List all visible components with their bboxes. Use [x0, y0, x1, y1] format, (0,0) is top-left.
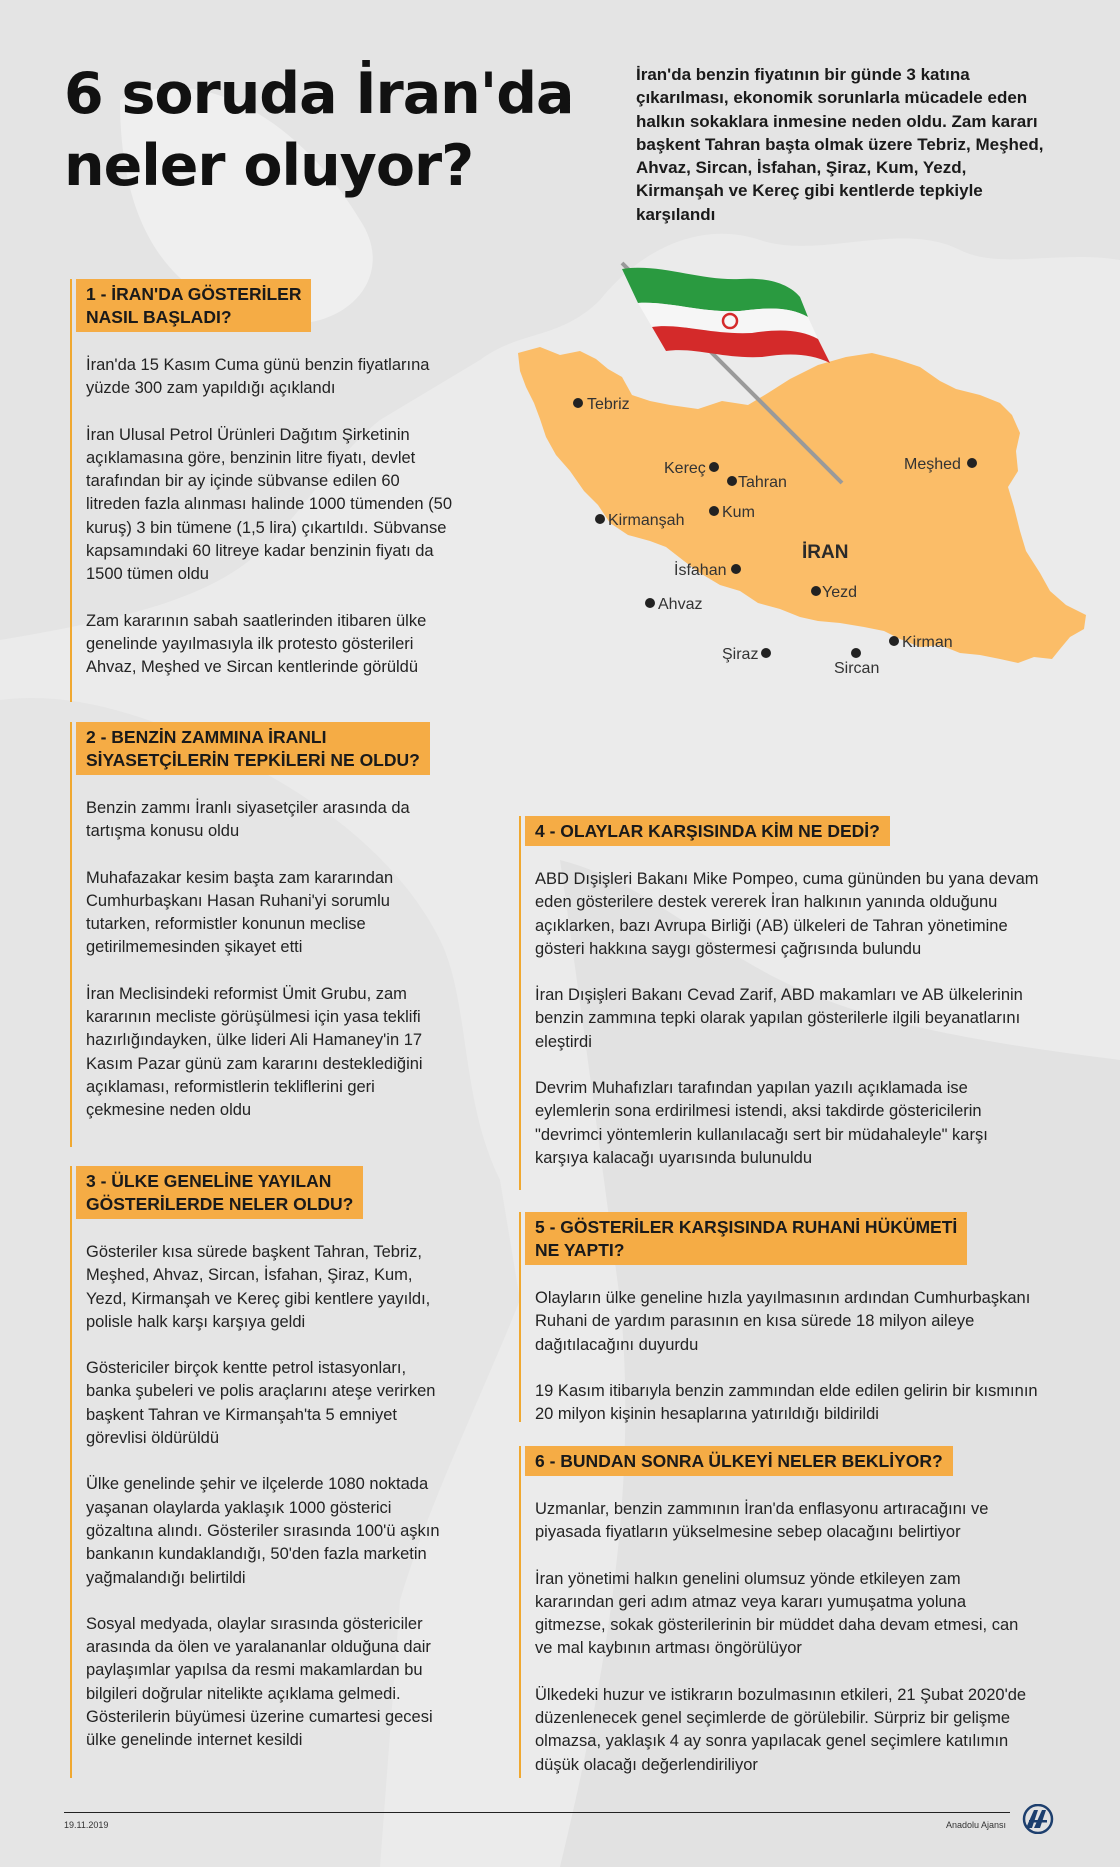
section-3 [70, 1166, 455, 1778]
city-label: Yezd [822, 584, 857, 601]
section-rule [519, 816, 521, 1190]
intro-text: İran'da benzin fiyatının bir günde 3 katına çıkarılması, ekonomik sorunlarla mücadele eden halkın sokaklara inmesine neden oldu. Zam kararı başkent Tahran başta olmak üzere Tebriz, Meşhed, Ahvaz, Sircan, İsfahan, Şiraz, Kum, Yezd, Kirmanşah ve Kereç gibi kentlerde tepkiyle karşılandı [636, 65, 1044, 224]
heading-line: 5 - GÖSTERİLER KARŞISINDA RUHANİ HÜKÜMETİ [535, 1217, 958, 1237]
page-title: 6 soruda İran'da neler oluyor? [64, 61, 574, 199]
footer-source: Anadolu Ajansı [946, 1820, 1007, 1830]
city-label: İsfahan [674, 562, 727, 579]
section-rule [519, 1212, 521, 1422]
section-paragraph: ABD Dışişleri Bakanı Mike Pompeo, cuma gününden bu yana devam eden gösterilere destek vererek İran halkının yanında olduğunu açıklarken, bazı Avrupa Birliği (AB) ülkeleri de Tahran yönetimine gösteri hakkına saygı göstermesi çağrısında bulundu [535, 870, 1039, 958]
section-rule [70, 1166, 72, 1778]
city-kirmansah [595, 512, 684, 529]
section-paragraph: İran Meclisindeki reformist Ümit Grubu, zam kararının mecliste görüşülmesi için yasa teklifi hazırlığındayken, ülke lideri Ali Hamaney'in 17 Kasım Pazar günü zam kararını desteklediğini açıklaması, reformistlerin tekliflerini geri çekmesine neden oldu [86, 984, 423, 1120]
section-2 [70, 722, 455, 1147]
city-label: Ahvaz [658, 596, 703, 613]
section-paragraph: Devrim Muhafızları tarafından yapılan yazılı açıklamada ise eylemlerin sona erdirilmesi istendi, aksi takdirde göstericilerin "devrimci yöntemlerin kullanılacağı sert bir müdahaleyle" karşı karşıya kalacağı uyarısında bulunuldu [535, 1079, 988, 1167]
section-paragraph: Muhafazakar kesim başta zam kararından Cumhurbaşkanı Hasan Ruhani'yi sorumlu tutarken, reformistler konunun meclise getirilmemesinden şikayet etti [86, 868, 394, 957]
heading-line: 2 - BENZİN ZAMMINA İRANLI [86, 727, 327, 747]
section-rule [519, 1446, 521, 1778]
heading-line: GÖSTERİLERDE NELER OLDU? [86, 1194, 354, 1214]
section-rule [70, 279, 72, 702]
section-paragraph: Zam kararının sabah saatlerinden itibaren ülke genelinde yayılmasıyla ilk protesto gösterileri Ahvaz, Meşhed ve Sircan kentlerinde görüldü [86, 611, 427, 677]
heading-line: 6 - BUNDAN SONRA ÜLKEYİ NELER BEKLİYOR? [535, 1451, 943, 1471]
city-label: Kum [722, 504, 755, 521]
city-label: Kirmanşah [608, 512, 685, 529]
section-paragraph: İran Dışişleri Bakanı Cevad Zarif, ABD makamları ve AB ülkelerinin benzin zammına tepki olarak yapılan gösterilerle ilgili beyanatlarını eleştirdi [535, 986, 1023, 1051]
section-paragraph: Uzmanlar, benzin zammının İran'da enflasyonu artıracağını ve piyasada fiyatların yükselmesine sebep olacağını belirtiyor [535, 1500, 989, 1542]
section-rule [70, 722, 72, 1147]
city-ahvaz [645, 596, 702, 613]
section-paragraph: Gösteriler kısa sürede başkent Tahran, Tebriz, Meşhed, Ahvaz, Sircan, İsfahan, Şiraz, Kum, Yezd, Kirmanşah ve Kereç gibi kentlere yayıldı, polisle halk karşı karşıya geldi [86, 1243, 431, 1331]
heading-line: SİYASETÇİLERİN TEPKİLERİ NE OLDU? [86, 750, 420, 770]
section-paragraph: Olayların ülke geneline hızla yayılmasının ardından Cumhurbaşkanı Ruhani de yardım parasının en kısa sürede 18 milyon aileye dağıtılacağını duyurdu [535, 1289, 1031, 1354]
heading-line: 3 - ÜLKE GENELİNE YAYILAN [86, 1171, 332, 1191]
anadolu-logo-icon [1020, 1804, 1056, 1834]
iran-shape [518, 347, 1086, 663]
section-paragraph: İran yönetimi halkın genelini olumsuz yönde etkileyen zam kararından geri adım atmaz veya kararı yumuşatma yoluna gitmezse, sokak gösterilerinin bir müddet daha devam etmesi, can ve mal kaybının artması öngörülüyor [535, 1569, 1019, 1658]
section-paragraph: Benzin zammı İranlı siyasetçiler arasında da tartışma konusu oldu [86, 799, 410, 841]
iran-map [500, 255, 1090, 795]
section-paragraph: İran Ulusal Petrol Ürünleri Dağıtım Şirketinin açıklamasına göre, benzinin litre fiyatı, devlet tarafından bir ay içinde sübvanse edilen 60 litreden fazla alınması halinde 1000 tümenden (50 kuruş) 3 bin tümene (1,5 lira) çıkartıldı. Sübvanse kapsamındaki 60 litreye kadar benzinin fiyatı da 1500 tümen oldu [86, 425, 452, 584]
section-paragraph: Ülke genelinde şehir ve ilçelerde 1080 noktada yaşanan olaylarda yaklaşık 1000 gösterici gözaltına alındı. Gösteriler sırasında 100'ü aşkın bankanın kundaklandığı, 50'den fazla marketin yağmalandığı belirtildi [86, 1475, 440, 1587]
city-sircan [834, 648, 879, 677]
heading-line: 4 - OLAYLAR KARŞISINDA KİM NE DEDİ? [535, 821, 880, 841]
section-6 [519, 1446, 1039, 1778]
city-label: Kereç [664, 460, 706, 477]
section-paragraph: 19 Kasım itibarıyla benzin zammından elde edilen gelirin bir kısmının 20 milyon kişinin hesaplarına yatırıldığı bildirildi [535, 1381, 1038, 1424]
city-label: Şiraz [722, 646, 759, 663]
section-heading [76, 1166, 363, 1219]
section-1 [70, 279, 455, 702]
section-heading [525, 816, 890, 846]
section-heading [525, 1212, 967, 1265]
country-label: İRAN [802, 542, 849, 563]
section-paragraph: İran'da 15 Kasım Cuma günü benzin fiyatlarına yüzde 300 zam yapıldığı açıklandı [86, 356, 430, 398]
section-paragraph: Göstericiler birçok kentte petrol istasyonları, banka şubeleri ve polis araçlarını ateşe verirken başkent Tahran ve Kirmanşah'ta 5 emniyet görevlisi öldürüldü [86, 1359, 436, 1448]
section-5 [519, 1212, 1039, 1422]
section-heading [76, 722, 430, 775]
city-label: Tahran [738, 474, 787, 491]
city-label: Tebriz [587, 396, 630, 413]
footer-divider [64, 1812, 1010, 1813]
footer-date: 19.11.2019 [64, 1820, 109, 1830]
section-heading [525, 1446, 953, 1476]
section-paragraph: Ülkedeki huzur ve istikrarın bozulmasının etkileri, 21 Şubat 2020'de düzenlenecek genel seçimlerde de görülebilir. Sürpriz bir gelişme olmazsa, yaklaşık 4 ay sonra yapılacak genel seçimlere katılımın düşük olacağı değerlendiriliyor [535, 1685, 1027, 1774]
city-label: Meşhed [904, 456, 961, 473]
heading-line: 1 - İRAN'DA GÖSTERİLER [86, 284, 302, 304]
city-label: Kirman [902, 634, 953, 651]
section-paragraph: Sosyal medyada, olaylar sırasında göstericiler arasında da ölen ve yaralananlar olduğuna dair paylaşımlar yapılsa da resmi makamlardan bu bilgileri doğrular nitelikte açıklama gelmedi. Gösterilerin büyümesi üzerine cumartesi gecesi ülke genelinde internet kesildi [86, 1614, 433, 1750]
heading-line: NASIL BAŞLADI? [86, 307, 232, 327]
section-4 [519, 816, 1039, 1190]
heading-line: NE YAPTI? [535, 1240, 625, 1260]
city-label: Sircan [834, 660, 880, 677]
section-heading [76, 279, 311, 332]
city-siraz [722, 646, 771, 663]
